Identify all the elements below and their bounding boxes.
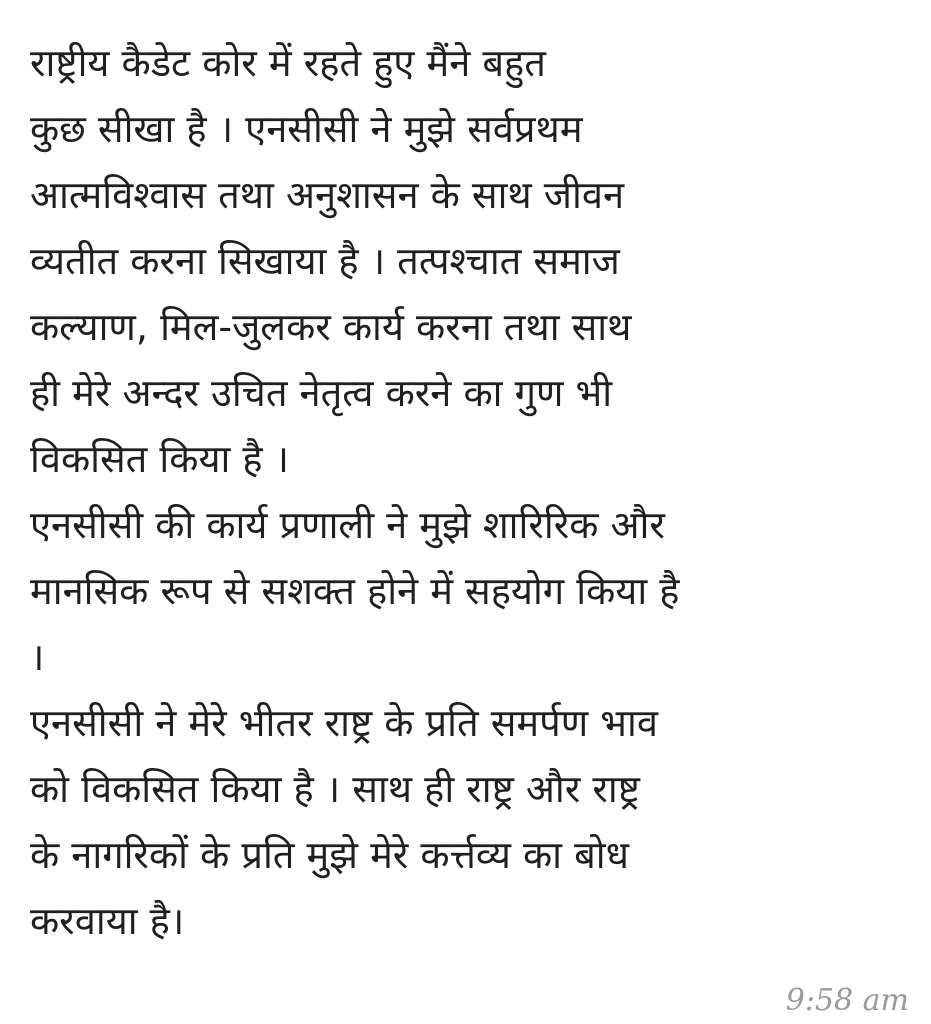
message-line: को विकसित किया है । साथ ही राष्ट्र और राष्ट्र xyxy=(30,767,640,811)
message-line: विकसित किया है । xyxy=(30,437,290,481)
message-line: करवाया है। xyxy=(30,899,185,943)
message-line: व्यतीत करना सिखाया है । तत्पश्चात समाज xyxy=(30,239,620,283)
message-line: । xyxy=(30,635,45,679)
message-line: एनसीसी की कार्य प्रणाली ने मुझे शारिरिक और xyxy=(30,503,665,547)
message-line: राष्ट्रीय कैडेट कोर में रहते हुए मैंने बहुत xyxy=(30,41,546,85)
message-line: एनसीसी ने मेरे भीतर राष्ट्र के प्रति समर्पण भाव xyxy=(30,701,658,745)
message-timestamp: 9:58 am xyxy=(785,983,909,1018)
message-line: मानसिक रूप से सशक्त होने में सहयोग किया है xyxy=(30,569,680,613)
message-line: कल्याण, मिल-जुलकर कार्य करना तथा साथ xyxy=(30,305,632,349)
message-line: कुछ सीखा है । एनसीसी ने मुझे सर्वप्रथम xyxy=(30,107,583,151)
message-text xyxy=(30,30,920,954)
message-line: ही मेरे अन्दर उचित नेतृत्व करने का गुण भी xyxy=(30,371,613,415)
message-line: के नागरिकों के प्रति मुझे मेरे कर्त्तव्य का बोध xyxy=(30,833,629,877)
message-line: आत्मविश्वास तथा अनुशासन के साथ जीवन xyxy=(30,173,625,217)
